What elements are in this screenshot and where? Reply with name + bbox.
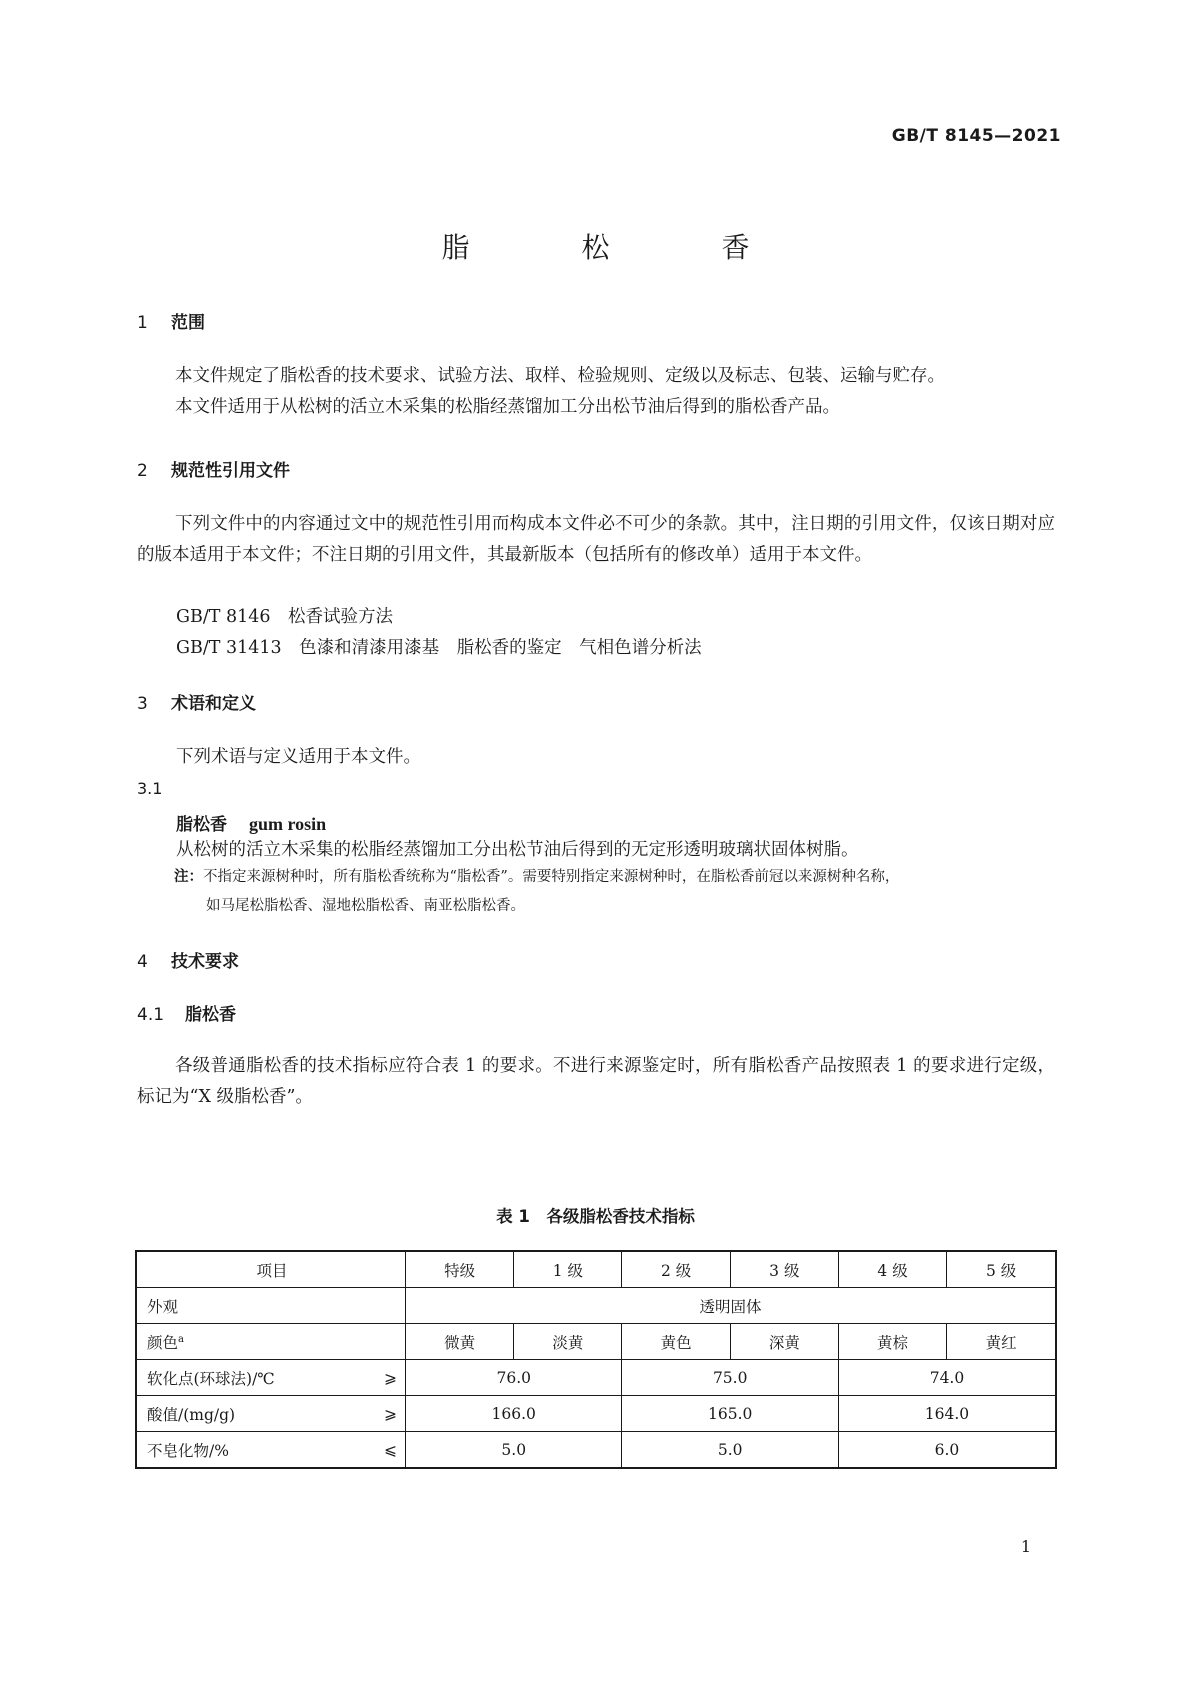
table-cell: 76.0 xyxy=(406,1360,622,1396)
table-row xyxy=(136,1360,1056,1396)
section-4-heading xyxy=(137,947,239,972)
header-item: 项目 xyxy=(136,1251,406,1288)
subsection-number: 4.1 xyxy=(137,1005,165,1025)
header-grade: 1 级 xyxy=(514,1251,622,1288)
header-grade: 4 级 xyxy=(838,1251,946,1288)
table-row xyxy=(136,1432,1056,1469)
row-label-text: 软化点(环球法)/℃ xyxy=(147,1369,275,1388)
header-grade: 2 级 xyxy=(622,1251,730,1288)
footnote-mark: a xyxy=(178,1333,184,1345)
row-label-text: 颜色 xyxy=(147,1333,179,1352)
term-definition: 从松树的活立木采集的松脂经蒸馏加工分出松节油后得到的无定形透明玻璃状固体树脂。 xyxy=(176,840,859,860)
row-label: 外观 xyxy=(136,1288,406,1324)
table-cell: 74.0 xyxy=(838,1360,1056,1396)
table-cell: 165.0 xyxy=(622,1396,838,1432)
section-4-1-heading xyxy=(137,1000,236,1025)
table-cell: 黄色 xyxy=(622,1324,730,1360)
subsection-title: 脂松香 xyxy=(185,1005,236,1025)
table-cell: 淡黄 xyxy=(514,1324,622,1360)
section-number: 1 xyxy=(137,313,148,333)
document-title: 脂 松 香 xyxy=(441,231,792,264)
header-grade: 5 级 xyxy=(947,1251,1056,1288)
table-cell: 166.0 xyxy=(406,1396,622,1432)
section-number: 4 xyxy=(137,952,148,972)
table-cell: 深黄 xyxy=(730,1324,838,1360)
section-1-heading xyxy=(137,308,205,333)
section-title: 术语和定义 xyxy=(171,694,256,714)
header-grade: 3 级 xyxy=(730,1251,838,1288)
reference-item: GB/T 31413 色漆和清漆用漆基 脂松香的鉴定 气相色谱分析法 xyxy=(176,638,702,658)
row-label xyxy=(136,1396,406,1432)
row-label xyxy=(136,1360,406,1396)
header-grade: 特级 xyxy=(406,1251,514,1288)
reference-item: GB/T 8146 松香试验方法 xyxy=(176,607,394,627)
note-text-line-1: 不指定来源树种时，所有脂松香统称为“脂松香”。需要特别指定来源树种时，在脂松香前冠以来源树种名称， xyxy=(203,869,900,885)
entry-number: 3.1 xyxy=(137,779,163,798)
row-label-text: 不皂化物/% xyxy=(147,1441,229,1460)
table-cell: 5.0 xyxy=(406,1432,622,1469)
term-chinese: 脂松香 xyxy=(176,815,227,835)
table-cell: 75.0 xyxy=(622,1360,838,1396)
row-label xyxy=(136,1432,406,1469)
table-cell: 164.0 xyxy=(838,1396,1056,1432)
table-cell: 微黄 xyxy=(406,1324,514,1360)
comparison-symbol: ⩾ xyxy=(384,1368,397,1387)
section-number: 2 xyxy=(137,461,148,481)
section-2-intro: 下列文件中的内容通过文中的规范性引用而构成本文件必不可少的条款。其中，注日期的引用文件，仅该日期对应的版本适用于本文件；不注日期的引用文件，其最新版本（包括所有的修改单）适用于本文件。 xyxy=(137,514,1055,565)
note-label: 注： xyxy=(174,869,203,885)
row-label xyxy=(136,1324,406,1360)
term-english: gum rosin xyxy=(249,814,327,834)
term-entry xyxy=(176,810,326,835)
table-cell: 黄红 xyxy=(947,1324,1056,1360)
standard-code: GB/T 8145—2021 xyxy=(891,126,1061,146)
table-cell: 透明固体 xyxy=(406,1288,1057,1324)
table-header-row xyxy=(136,1251,1056,1288)
table-caption: 表 1 各级脂松香技术指标 xyxy=(496,1207,695,1226)
table-row xyxy=(136,1288,1056,1324)
section-3-heading xyxy=(137,689,256,714)
section-title: 技术要求 xyxy=(171,952,239,972)
section-title: 范围 xyxy=(171,313,205,333)
section-4-1-paragraph: 各级普通脂松香的技术指标应符合表 1 的要求。不进行来源鉴定时，所有脂松香产品按照表 1 的要求进行定级，标记为“X 级脂松香”。 xyxy=(137,1056,1055,1107)
note xyxy=(174,863,1064,921)
table-row xyxy=(136,1396,1056,1432)
section-number: 3 xyxy=(137,694,148,714)
table-cell: 6.0 xyxy=(838,1432,1056,1469)
section-title: 规范性引用文件 xyxy=(171,461,290,481)
note-text-line-2: 如马尾松脂松香、湿地松脂松香、南亚松脂松香。 xyxy=(206,898,525,914)
table-cell: 黄棕 xyxy=(838,1324,946,1360)
table-cell: 5.0 xyxy=(622,1432,838,1469)
page-number: 1 xyxy=(1020,1537,1031,1556)
comparison-symbol: ⩾ xyxy=(384,1404,397,1423)
spec-table xyxy=(135,1250,1057,1469)
comparison-symbol: ⩽ xyxy=(384,1440,397,1459)
section-2-heading xyxy=(137,456,290,481)
row-label-text: 酸值/(mg/g) xyxy=(147,1405,236,1424)
section-1-paragraph-2: 本文件适用于从松树的活立木采集的松脂经蒸馏加工分出松节油后得到的脂松香产品。 xyxy=(175,397,840,417)
section-1-paragraph-1: 本文件规定了脂松香的技术要求、试验方法、取样、检验规则、定级以及标志、包装、运输与贮存。 xyxy=(175,366,945,386)
section-3-intro: 下列术语与定义适用于本文件。 xyxy=(176,747,421,767)
table-row xyxy=(136,1324,1056,1360)
